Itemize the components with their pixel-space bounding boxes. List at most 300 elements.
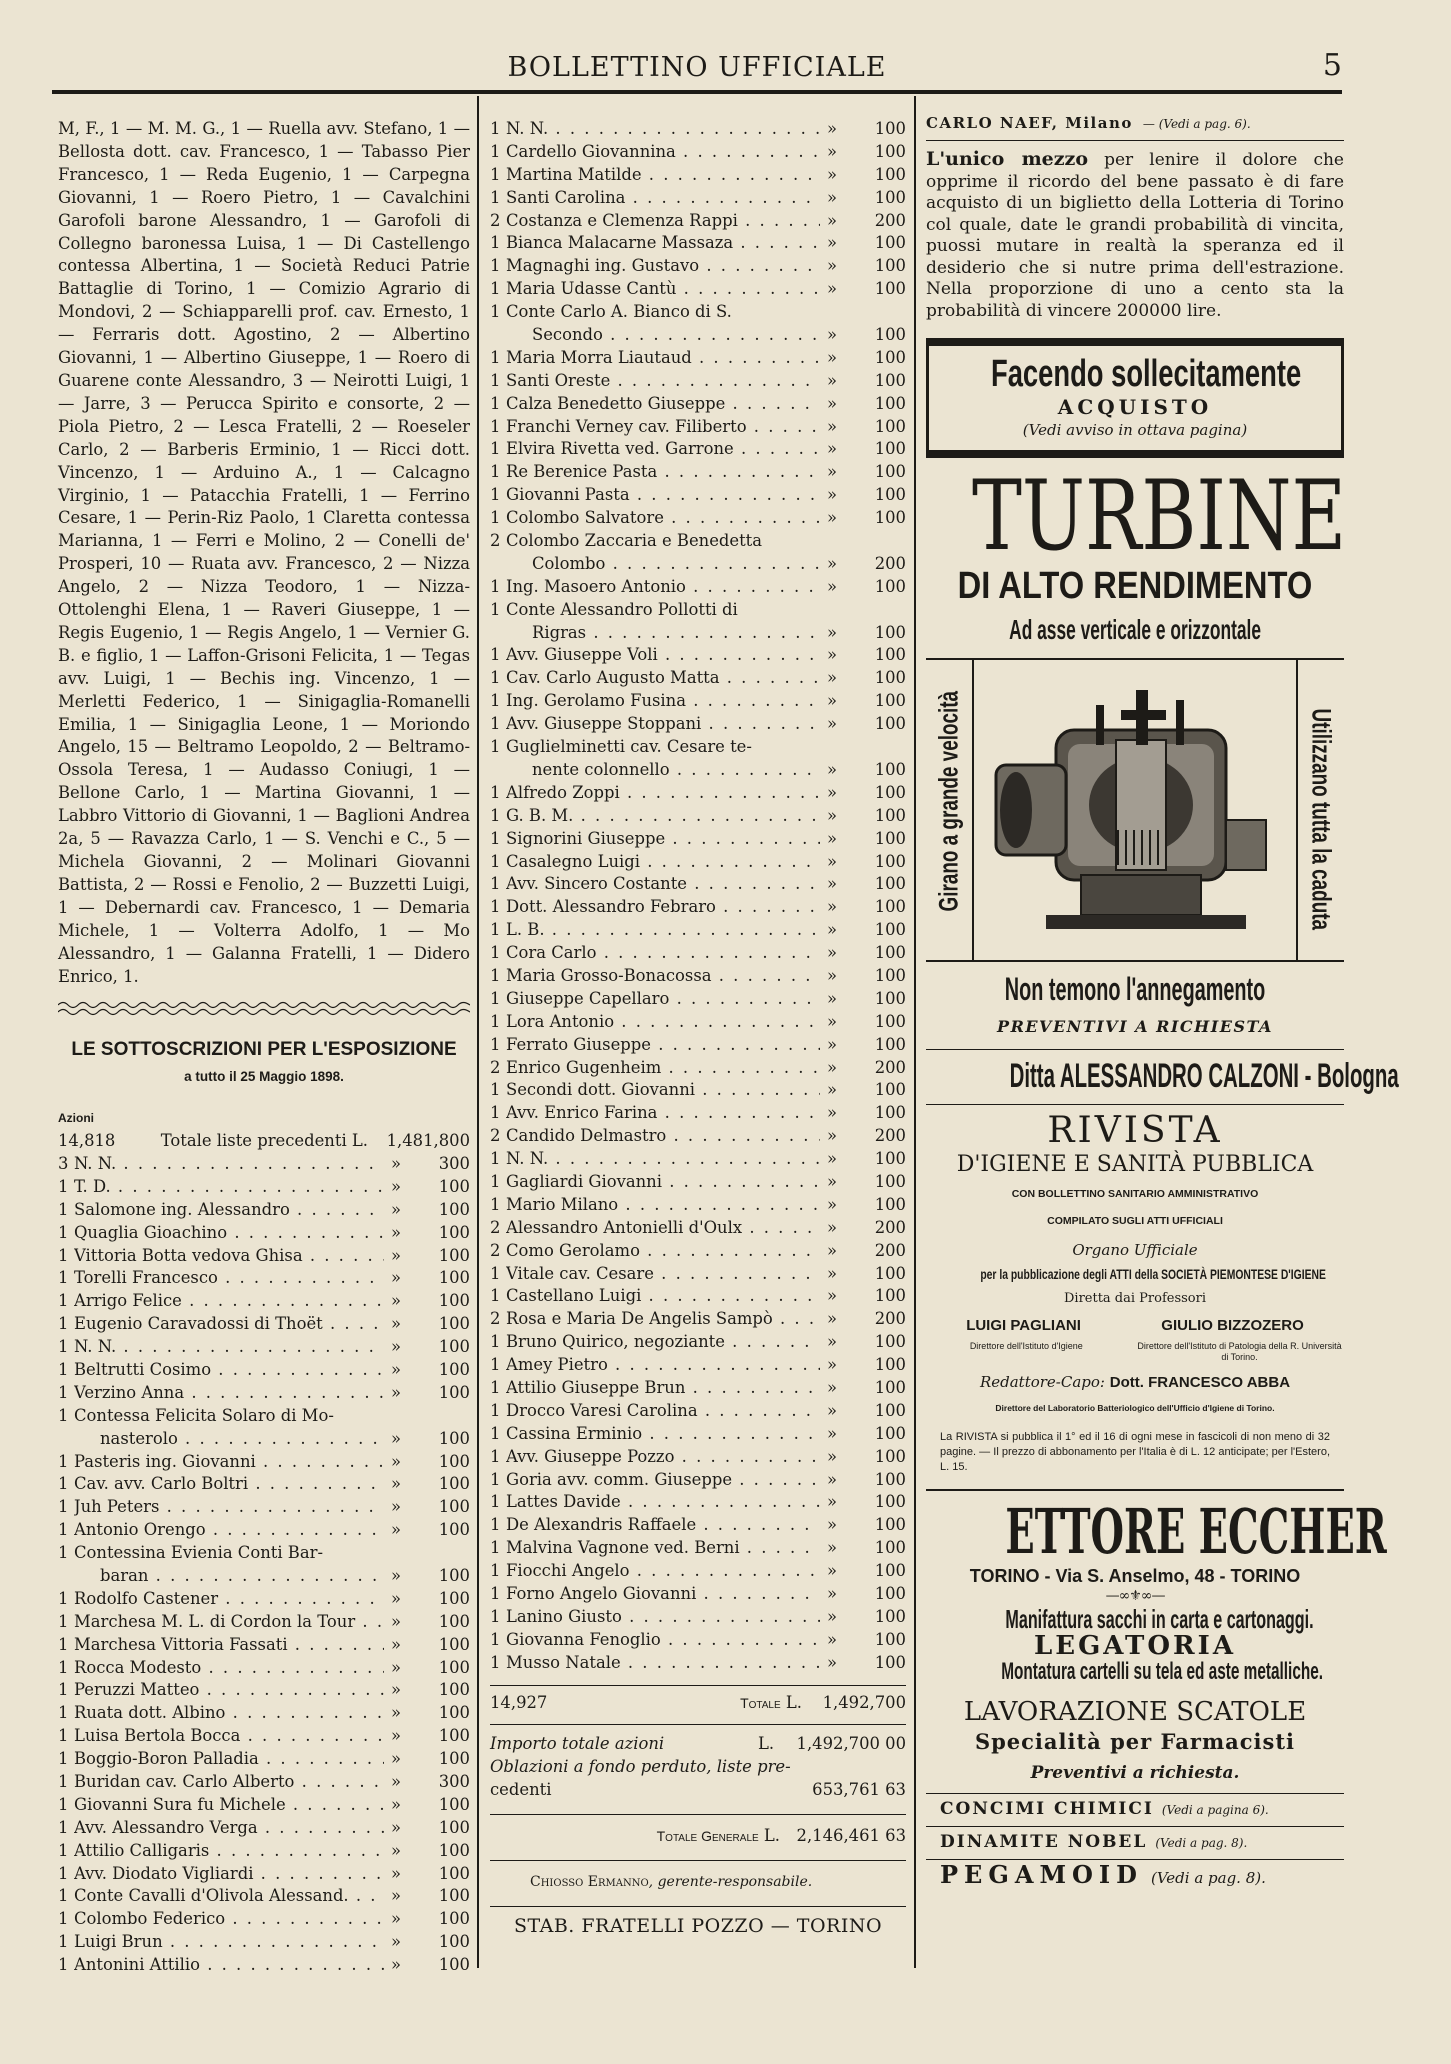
subscription-entry [490,873,906,896]
turbine-right-text: Utilizzano tutta la caduta [1306,708,1337,930]
ditto-mark: » [826,1011,838,1031]
entry-name: Colombo Federico . . . [74,1908,384,1931]
entry-quantity: 1 [490,1561,501,1581]
entry-name: Ing. Gerolamo Fusina . . . [506,690,820,713]
entry-quantity: 1 [490,1286,501,1306]
ditto-mark: » [826,782,838,802]
ditto-mark: » [390,1703,402,1723]
entry-amount: 100 [438,1245,470,1265]
entry-amount: 200 [874,1309,906,1329]
subscription-entry [58,1313,470,1336]
entry-name: nente colonnello . . . [532,759,820,782]
naef-ref: — (Vedi a pag. 6). [1142,117,1251,131]
entry-amount: 100 [874,1171,906,1191]
entry-quantity: 1 [490,141,501,161]
entry-quantity: 1 [490,1011,501,1031]
entry-name: Cav. avv. Carlo Boltri . . . [74,1473,384,1496]
totale-label: Totale [740,1694,781,1711]
subscription-entry-continued [490,324,906,347]
entry-quantity: 1 [490,439,501,459]
ditto-mark: » [826,1538,838,1558]
entry-amount: 100 [874,325,906,345]
subscription-entry [490,1583,906,1606]
entry-quantity: 1 [490,370,501,390]
entry-name: Cardello Giovannina . . . [506,141,820,164]
eccher-manifattura: Manifattura sacchi in carta e cartonaggi. [1005,1603,1314,1634]
oblazioni-label: Oblazioni a fondo perduto, liste pre- [490,1757,791,1777]
subscription-entry [490,393,906,416]
rivista-info: La RIVISTA si pubblica il 1° ed il 16 di ogni mese in fascicoli di non meno di 32 pagine. — Il prezzo di abbonamento per l'Italia è di L. 12 anticipate; per l'Estero, L. 15. [940,1430,1330,1473]
subscription-entry [490,301,906,324]
entry-name: Alessandro Antonielli d'Oulx . . . [506,1217,820,1240]
ditto-mark: » [826,668,838,688]
subscription-entry [58,1267,470,1290]
subscription-entry-continued [490,759,906,782]
entry-name-first-line: Contessina Evienia Conti Bar- [74,1543,323,1563]
ditto-mark: » [390,1909,402,1929]
subscription-entry [58,1359,470,1382]
entry-name: Avv. Giuseppe Voli . . . [506,644,820,667]
entry-quantity: 1 [490,851,501,871]
ditto-mark: » [390,1657,402,1677]
entry-quantity: 3 [58,1153,69,1173]
turbine-axes: Ad asse verticale e orizzontale [1009,614,1261,646]
entry-amount: 100 [438,1222,470,1242]
eccher-preventivi: Preventivi a richiesta. [1030,1762,1240,1783]
entry-name: Attilio Giuseppe Brun . . . [506,1377,820,1400]
entry-quantity: 1 [490,1377,501,1397]
subscription-entry [490,1377,906,1400]
entry-name: Ferrato Giuseppe . . . [506,1034,820,1057]
entry-name: Secondi dott. Giovanni . . . [506,1079,820,1102]
entry-name: Buridan cav. Carlo Alberto . . . [74,1771,384,1794]
ditto-mark: » [390,1291,402,1311]
entry-amount: 100 [438,1932,470,1952]
eccher-address: TORINO - Via S. Anselmo, 48 - TORINO [969,1565,1301,1586]
rivista-prof2-role: Direttore dell'Istituto di Patologia della R. Università di Torino. [1137,1341,1342,1363]
entry-quantity: 1 [490,1538,501,1558]
ditto-mark: » [826,897,838,917]
subscription-entry [58,1817,470,1840]
ditto-mark: » [390,1932,402,1952]
previous-total-azioni: 14,818 [58,1131,116,1151]
subscription-entry [58,1222,470,1245]
entry-amount: 100 [438,1497,470,1517]
acquisto-word: ACQUISTO [1057,395,1213,419]
entry-quantity: 1 [490,1034,501,1054]
previous-total-currency: L. [351,1131,369,1151]
entry-quantity: 1 [490,714,501,734]
entry-quantity: 1 [490,943,501,963]
subscription-entry [490,828,906,851]
subscription-entry [490,370,906,393]
entry-quantity: 1 [58,1863,69,1883]
entry-amount: 100 [874,1538,906,1558]
entry-amount: 100 [874,851,906,871]
footer-ads [926,1793,1344,1894]
ditto-mark: » [390,1749,402,1769]
ditto-mark: » [826,1194,838,1214]
entry-name: Cav. Carlo Augusto Matta . . . [506,667,820,690]
subscription-entry [490,713,906,736]
entry-quantity: 1 [58,1520,69,1540]
ditto-mark: » [390,1680,402,1700]
sottoscrizioni-title: LE SOTTOSCRIZIONI PER L'ESPOSIZIONE [71,1039,457,1061]
subscription-entry [58,1725,470,1748]
entry-quantity: 1 [58,1749,69,1769]
entry-quantity: 2 [490,210,501,230]
entry-name: Elvira Rivetta ved. Garrone . . . [506,438,820,461]
ditto-mark: » [826,393,838,413]
rivista-per: per la pubblicazione degli ATTI della SOCIETÀ PIEMONTESE D'IGIENE [980,1266,1326,1283]
subscription-entry [58,1199,470,1222]
rivista-line2: COMPILATO SUGLI ATTI UFFICIALI [1047,1214,1223,1227]
subscription-entry [490,530,906,553]
entry-name: Santi Oreste . . . [506,370,820,393]
subscription-entry [490,736,906,759]
entry-amount: 100 [874,668,906,688]
subscription-entry [58,1290,470,1313]
entry-name: Giuseppe Capellaro . . . [506,988,820,1011]
entry-quantity: 1 [490,1469,501,1489]
entry-amount: 100 [438,1909,470,1929]
ditto-mark: » [826,1171,838,1191]
wavy-divider [58,1000,470,1018]
entry-name: nasterolo . . . [100,1428,384,1451]
ditto-mark: » [826,691,838,711]
rivista-ad [926,1111,1344,1475]
subscription-entry [490,919,906,942]
entry-amount: 300 [438,1153,470,1173]
naef-name: CARLO NAEF, Milano [926,114,1133,132]
rivista-title: RIVISTA [1047,1109,1223,1151]
entry-quantity: 1 [490,1103,501,1123]
entry-name: N. N. . . . [74,1153,384,1176]
oblazioni-row [490,1779,906,1802]
entry-quantity: 1 [58,1497,69,1517]
rivista-redattore-role: Direttore del Laboratorio Batteriologico dell'Ufficio d'Igiene di Torino. [995,1403,1275,1414]
ditto-mark: » [390,1245,402,1265]
ditto-mark: » [390,1268,402,1288]
subscription-entry [58,1451,470,1474]
ditto-mark: » [826,1240,838,1260]
entry-name: N. N. . . . [506,118,820,141]
subscription-entry [490,1240,906,1263]
footer-ad [926,1859,1344,1894]
rivista-professors [926,1315,1344,1338]
entry-quantity: 1 [490,805,501,825]
entry-quantity: 1 [490,1492,501,1512]
entry-quantity: 1 [490,920,501,940]
ditto-mark: » [826,1377,838,1397]
entry-name: Arrigo Felice . . . [74,1290,384,1313]
entry-amount: 100 [438,1382,470,1402]
subscription-entry [490,896,906,919]
entry-amount: 100 [874,370,906,390]
subscription-entry [490,1285,906,1308]
printer-rule [490,1906,906,1907]
entry-name: Magnaghi ing. Gustavo . . . [506,255,820,278]
subscription-entry [490,278,906,301]
ditto-mark: » [826,805,838,825]
entry-amount: 100 [874,1423,906,1443]
entry-quantity: 1 [490,874,501,894]
footer-ad-rule [926,1793,1344,1794]
column-divider-1 [477,96,479,1968]
subscription-entry [58,1588,470,1611]
subscription-entry [490,690,906,713]
entry-name: Goria avv. comm. Giuseppe . . . [506,1469,820,1492]
entry-quantity: 1 [490,691,501,711]
eccher-specialita: Specialità per Farmacisti [974,1728,1296,1754]
entry-amount: 100 [874,1400,906,1420]
entry-amount: 100 [874,233,906,253]
entry-name: Franchi Verney cav. Filiberto . . . [506,416,820,439]
entry-amount: 100 [874,1584,906,1603]
acquisto-box [926,338,1344,458]
entry-name: Musso Natale . . . [506,1652,820,1675]
subscription-entry [58,1382,470,1405]
entry-quantity: 1 [490,1629,501,1649]
entry-quantity: 1 [490,1652,501,1672]
previous-total-row [58,1130,470,1153]
previous-total-label: Totale liste precedenti [160,1131,347,1151]
ditto-mark: » [826,439,838,459]
subscription-entry [490,1560,906,1583]
entry-quantity: 1 [490,1355,501,1375]
entry-name: De Alexandris Raffaele . . . [506,1514,820,1537]
entry-quantity: 1 [58,1405,69,1425]
entry-name: Quaglia Gioachino . . . [74,1222,384,1245]
entry-name: Maria Udasse Cantù . . . [506,278,820,301]
ditto-mark: » [826,576,838,596]
ditto-mark: » [390,1199,402,1219]
entry-amount: 100 [438,1451,470,1471]
entry-amount: 200 [874,1240,906,1260]
entry-amount: 100 [874,1515,906,1535]
entry-name: Salomone ing. Alessandro . . . [74,1199,384,1222]
rivista-redattore: Dott. FRANCESCO ABBA [1109,1374,1291,1392]
subscription-entry [490,141,906,164]
entry-amount: 100 [874,1149,906,1169]
entry-name: Juh Peters . . . [74,1496,384,1519]
entry-amount: 200 [874,1126,906,1146]
entry-name: Martina Matilde . . . [506,164,820,187]
total-rule [490,1685,906,1686]
entry-quantity: 1 [490,462,501,482]
entry-quantity: 1 [58,1680,69,1700]
subscription-entry [58,1542,470,1565]
entry-name: Ruata dott. Albino . . . [74,1702,384,1725]
entry-amount: 100 [874,462,906,482]
entry-name: Giovanni Sura fu Michele . . . [74,1794,384,1817]
entry-name: Maria Grosso-Bonacossa . . . [506,965,820,988]
ditto-mark: » [826,622,838,642]
entry-amount: 100 [438,1314,470,1334]
entry-quantity: 2 [490,531,501,551]
azioni-label: Azioni [58,1111,94,1126]
subscription-entry [490,484,906,507]
entry-quantity: 1 [490,485,501,505]
entry-quantity: 1 [58,1588,69,1608]
entry-amount: 100 [874,965,906,985]
ditto-mark: » [826,1469,838,1489]
entry-quantity: 1 [490,279,501,299]
eccher-montatura: Montatura cartelli su tela ed aste metalliche. [1001,1657,1324,1685]
subscription-entry [58,1176,470,1199]
entry-quantity: 1 [490,668,501,688]
entry-amount: 100 [438,1955,470,1975]
entry-name: Colombo . . . [532,553,820,576]
entry-amount: 200 [874,210,906,230]
entry-name: Avv. Sincero Costante . . . [506,873,820,896]
entry-name: Beltrutti Cosimo . . . [74,1359,384,1382]
ditto-mark: » [390,1497,402,1517]
ditto-mark: » [826,1400,838,1420]
entry-amount: 100 [438,1840,470,1860]
column-3 [926,112,1399,1894]
subscription-entry [490,1308,906,1331]
ditto-mark: » [826,759,838,779]
entry-quantity: 2 [490,1126,501,1146]
subscription-entry [490,1469,906,1492]
ditto-mark: » [826,1492,838,1512]
turbine-ad [926,459,1399,1096]
entry-quantity: 1 [490,256,501,276]
acquisto-headline: Facendo sollecitamente [991,353,1302,395]
entry-name: Pasteris ing. Giovanni . . . [74,1451,384,1474]
ditto-mark: » [826,1332,838,1352]
oblazioni-amount: 653,761 63 [812,1780,906,1800]
entry-name: Alfredo Zoppi . . . [506,782,820,805]
totale-currency: L. [785,1692,802,1712]
entry-name: Antonio Orengo . . . [74,1519,384,1542]
turbine-axes-line [926,614,1344,648]
subscription-entry-continued [58,1565,470,1588]
entry-name-first-line: Colombo Zaccaria e Benedetta [506,531,763,551]
entry-name: Rodolfo Castener . . . [74,1588,384,1611]
ditto-mark: » [390,1222,402,1242]
ditto-mark: » [390,1474,402,1494]
ditto-mark: » [826,370,838,390]
ditto-mark: » [826,462,838,482]
entry-name: Lora Antonio . . . [506,1011,820,1034]
entry-quantity: 1 [58,1474,69,1494]
entry-name: Bruno Quirico, negoziante . . . [506,1331,820,1354]
rivista-subtitle: D'IGIENE E SANITÀ PUBBLICA [956,1151,1314,1177]
entry-amount: 100 [874,1194,906,1214]
subscription-entry [58,1702,470,1725]
entry-amount: 100 [438,1657,470,1677]
subscription-entry [490,1606,906,1629]
entry-quantity: 1 [490,164,501,184]
ditto-mark: » [390,1359,402,1379]
subscription-entry [490,1514,906,1537]
subscription-entry [490,164,906,187]
entry-name: Torelli Francesco . . . [74,1267,384,1290]
ditto-mark: » [826,714,838,734]
entry-name: N. N. . . . [74,1336,384,1359]
entry-name: Rigras . . . [532,622,820,645]
entry-name: Malvina Vagnone ved. Berni . . . [506,1537,820,1560]
turbine-tagline-line [926,970,1344,1010]
importo-amount: 1,492,700 00 [796,1734,906,1754]
entry-quantity: 2 [490,1240,501,1260]
totale-amount: 1,492,700 [822,1692,906,1712]
footer-ad-ref: (Vedi a pagina 6). [1161,1802,1269,1817]
subscription-entry [490,1079,906,1102]
entry-name-first-line: Conte Carlo A. Bianco di S. [506,302,732,322]
ditto-mark: » [390,1314,402,1334]
page-title: BOLLETTINO UFFICIALE [507,52,887,83]
entry-name: Drocco Varesi Carolina . . . [506,1400,820,1423]
importo-label: Importo totale azioni [490,1734,665,1754]
ditto-mark: » [826,1652,838,1672]
entry-quantity: 1 [58,1359,69,1379]
subscription-list-1 [58,1153,470,1977]
entry-amount: 100 [874,141,906,161]
ditto-mark: » [826,920,838,940]
ditto-mark: » [390,1726,402,1746]
subscription-entry [58,1405,470,1428]
ditto-mark: » [390,1451,402,1471]
entry-quantity: 1 [490,1446,501,1466]
ditto-mark: » [826,943,838,963]
subscription-entry [490,1491,906,1514]
turbine-left-panel [926,660,974,960]
entry-name: Avv. Enrico Farina . . . [506,1102,820,1125]
entry-amount: 100 [874,1286,906,1306]
ditto-mark: » [826,508,838,528]
entry-amount: 100 [874,164,906,184]
ditto-mark: » [826,1561,838,1581]
entry-amount: 100 [438,1428,470,1448]
footer-ad [926,1798,1344,1822]
ditto-mark: » [826,1149,838,1169]
entry-name: Como Gerolamo . . . [506,1240,820,1263]
entry-quantity: 1 [58,1840,69,1860]
eccher-legatoria: LEGATORIA [1034,1630,1236,1661]
ditto-mark: » [826,141,838,161]
subscription-entry [58,1473,470,1496]
entry-name: Conte Cavalli d'Olivola Alessand. . . . [74,1885,384,1908]
entry-quantity: 1 [58,1703,69,1723]
rivista-prof1: LUIGI PAGLIANI [966,1317,1081,1335]
entry-amount: 100 [874,782,906,802]
ditto-mark: » [390,1153,402,1173]
subscription-entry [58,1908,470,1931]
turbine-illustration-frame [926,658,1344,962]
rivista-professor-roles [926,1341,1344,1363]
entry-name: Attilio Calligaris . . . [74,1840,384,1863]
subscription-entry [490,1652,906,1675]
ditto-mark: » [390,1337,402,1357]
entry-amount: 100 [874,874,906,894]
entry-name: Luisa Bertola Bocca . . . [74,1725,384,1748]
entry-name: Marchesa Vittoria Fassati . . . [74,1634,384,1657]
entry-amount: 100 [438,1588,470,1608]
responsabile-line [490,1871,906,1894]
totale-generale-amount: 2,146,461 63 [796,1826,906,1846]
subscription-entry [490,1194,906,1217]
entry-quantity: 1 [490,508,501,528]
turbine-tagline: Non temono l'annegamento [1004,971,1266,1008]
entry-quantity: 1 [490,737,501,757]
entry-name: Eugenio Caravadossi di Thoët . . . [74,1313,384,1336]
entry-name: Amey Pietro . . . [506,1354,820,1377]
entry-amount: 100 [874,1446,906,1466]
entry-quantity: 1 [490,119,501,138]
